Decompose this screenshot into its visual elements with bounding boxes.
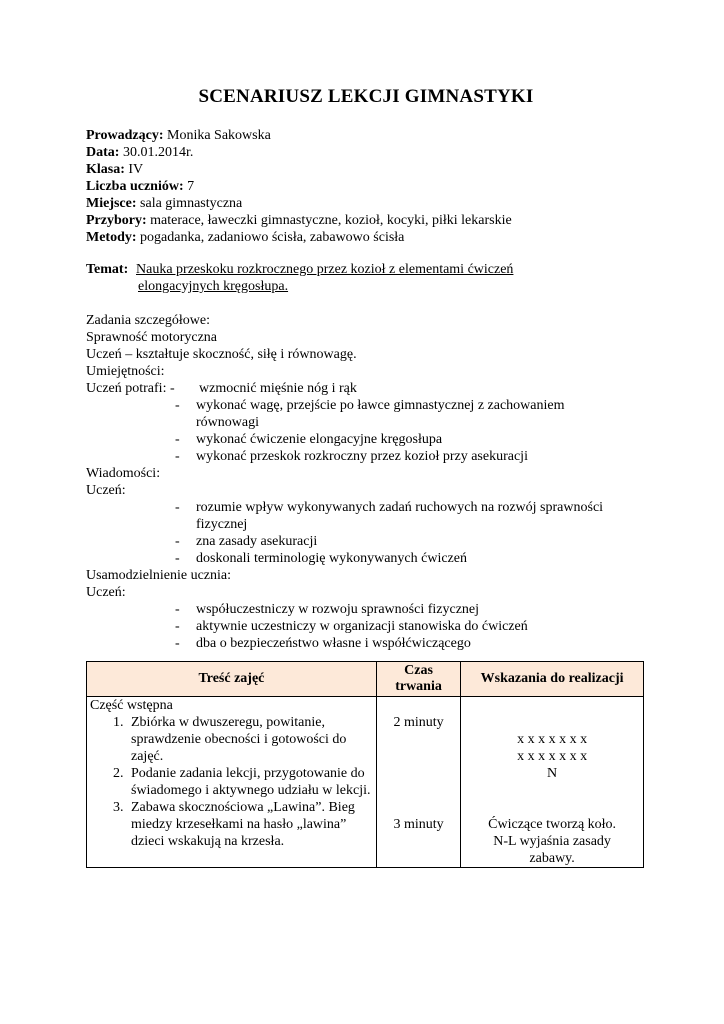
detailed-tasks — [86, 312, 646, 652]
skills-heading: Umiejętności: — [86, 364, 165, 379]
duration-cell — [376, 697, 460, 868]
activity-item: 2. Podanie zadania lekcji, przygotowanie do świadomego i aktywnego udziału w lekcji. — [127, 765, 373, 799]
meta-equipment: Przybory: materace, ławeczki gimnastyczne, kozioł, kocyki, piłki lekarskie — [86, 213, 512, 228]
list-item-continuation: fizycznej — [196, 517, 248, 532]
activity-list — [90, 714, 373, 850]
header-guidelines: Wskazania do realizacji — [461, 662, 644, 697]
table-header-row — [87, 662, 644, 697]
content-cell — [87, 697, 377, 868]
motor-heading: Sprawność motoryczna — [86, 330, 218, 345]
independence-student: Uczeń: — [86, 585, 126, 600]
formation-row: x x x x x x x — [517, 732, 588, 747]
section-title: Część wstępna — [90, 698, 173, 713]
motor-text: Uczeń – kształtuje skoczność, siłę i równowagę. — [86, 347, 357, 362]
knowledge-student: Uczeń: — [86, 483, 126, 498]
page-title: SCENARIUSZ LEKCJI GIMNASTYKI — [198, 86, 534, 107]
skills-first-item: Uczeń potrafi: - wzmocnić mięśnie nóg i rąk — [86, 381, 357, 396]
guideline-note: N-L wyjaśnia zasady — [493, 834, 611, 849]
meta-class: Klasa: IV — [86, 162, 144, 177]
duration-3: 3 minuty — [393, 817, 444, 832]
list-item: - dba o bezpieczeństwo własne i współćwiczącego — [175, 636, 471, 651]
knowledge-heading: Wiadomości: — [86, 466, 161, 481]
table-row — [87, 697, 644, 868]
list-item: - wykonać wagę, przejście po ławce gimnastycznej z zachowaniem — [175, 398, 565, 413]
guidelines-cell — [461, 697, 644, 868]
list-item: - doskonali terminologię wykonywanych ćwiczeń — [175, 551, 467, 566]
formation-row: x x x x x x x — [517, 749, 588, 764]
list-item: - zna zasady asekuracji — [175, 534, 318, 549]
meta-methods: Metody: pogadanka, zadaniowo ścisła, zabawowo ścisła — [86, 230, 405, 245]
lesson-metadata — [86, 127, 512, 246]
topic-text: Nauka przeskoku rozkrocznego przez kozioł z elementami ćwiczeń elongacyjnych kręgosłupa. — [136, 262, 514, 294]
list-item: - aktywnie uczestniczy w organizacji stanowiska do ćwiczeń — [175, 619, 528, 634]
list-item: - rozumie wpływ wykonywanych zadań ruchowych na rozwój sprawności — [175, 500, 604, 515]
list-item-continuation: równowagi — [196, 415, 259, 430]
guideline-note: Ćwiczące tworzą koło. — [488, 817, 617, 832]
header-duration: Czas trwania — [376, 662, 460, 697]
activity-item: 1. Zbiórka w dwuszeregu, powitanie, sprawdzenie obecności i gotowości do zajęć. — [127, 714, 373, 765]
formation-teacher: N — [547, 766, 558, 781]
tasks-heading: Zadania szczegółowe: — [86, 313, 210, 328]
meta-place: Miejsce: sala gimnastyczna — [86, 196, 243, 211]
list-item: - wykonać ćwiczenie elongacyjne kręgosłupa — [175, 432, 443, 447]
guideline-note: zabawy. — [529, 851, 575, 866]
topic-label: Temat: — [86, 262, 129, 277]
lesson-plan-table — [86, 661, 644, 868]
independence-heading: Usamodzielnienie ucznia: — [86, 568, 231, 583]
list-item: - współuczestniczy w rozwoju sprawności fizycznej — [175, 602, 480, 617]
list-item: - wykonać przeskok rozkroczny przez kozioł przy asekuracji — [175, 449, 528, 464]
header-content: Treść zajęć — [87, 662, 377, 697]
meta-date: Data: 30.01.2014r. — [86, 145, 194, 160]
meta-instructor: Prowadzący: Monika Sakowska — [86, 128, 271, 143]
activity-item: 3. Zabawa skocznościowa „Lawina”. Bieg miedzy krzesełkami na hasło „lawina” dzieci wskakują na krzesła. — [127, 799, 373, 850]
meta-student-count: Liczba uczniów: 7 — [86, 179, 195, 194]
duration-1: 2 minuty — [393, 715, 444, 730]
